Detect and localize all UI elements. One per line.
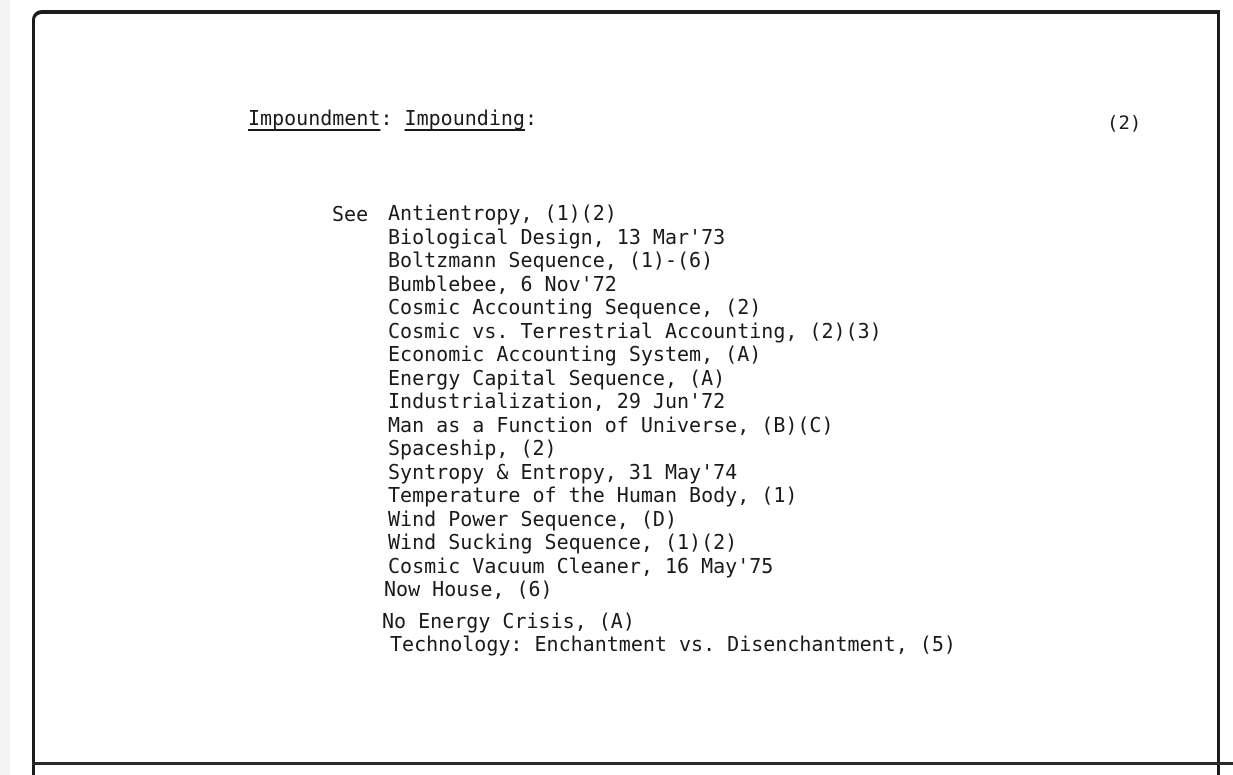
reference-item: Technology: Enchantment vs. Disenchantment, (5) xyxy=(390,632,956,656)
reference-item: Energy Capital Sequence, (A) xyxy=(388,365,726,390)
reference-item: Biological Design, 13 Mar'73 xyxy=(388,224,726,249)
reference-item: Syntropy & Entropy, 31 May'74 xyxy=(388,459,738,484)
card-bottom-rule xyxy=(32,762,1233,765)
reference-item: No Energy Crisis, (A) xyxy=(382,608,635,633)
see-label: See xyxy=(332,202,369,226)
heading-separator: : xyxy=(524,106,538,130)
reference-item: Boltzmann Sequence, (1)-(6) xyxy=(388,248,714,272)
heading-term-impoundment: Impoundment xyxy=(248,106,381,130)
reference-item: Bumblebee, 6 Nov'72 xyxy=(388,271,617,296)
reference-item: Wind Power Sequence, (D) xyxy=(388,506,677,531)
reference-item: Cosmic Vacuum Cleaner, 16 May'75 xyxy=(388,553,774,578)
heading-separator: : xyxy=(380,106,393,130)
entry-heading xyxy=(248,106,537,130)
reference-item: Now House, (6) xyxy=(384,577,553,601)
reference-item: Industrialization, 29 Jun'72 xyxy=(388,389,726,413)
reference-item: Cosmic Accounting Sequence, (2) xyxy=(388,295,762,319)
reference-item: Wind Sucking Sequence, (1)(2) xyxy=(388,530,738,554)
reference-item: Economic Accounting System, (A) xyxy=(388,342,762,366)
reference-list xyxy=(382,201,956,657)
page-number: (2) xyxy=(1107,112,1142,134)
reference-item: Temperature of the Human Body, (1) xyxy=(388,483,798,507)
reference-item: Antientropy, (1)(2) xyxy=(388,201,617,225)
heading-term-impounding: Impounding xyxy=(404,106,525,130)
reference-item: Spaceship, (2) xyxy=(388,436,557,460)
reference-item: Man as a Function of Universe, (B)(C) xyxy=(388,412,834,437)
scan-margin xyxy=(0,0,10,775)
reference-item: Cosmic vs. Terrestrial Accounting, (2)(3) xyxy=(388,318,882,343)
